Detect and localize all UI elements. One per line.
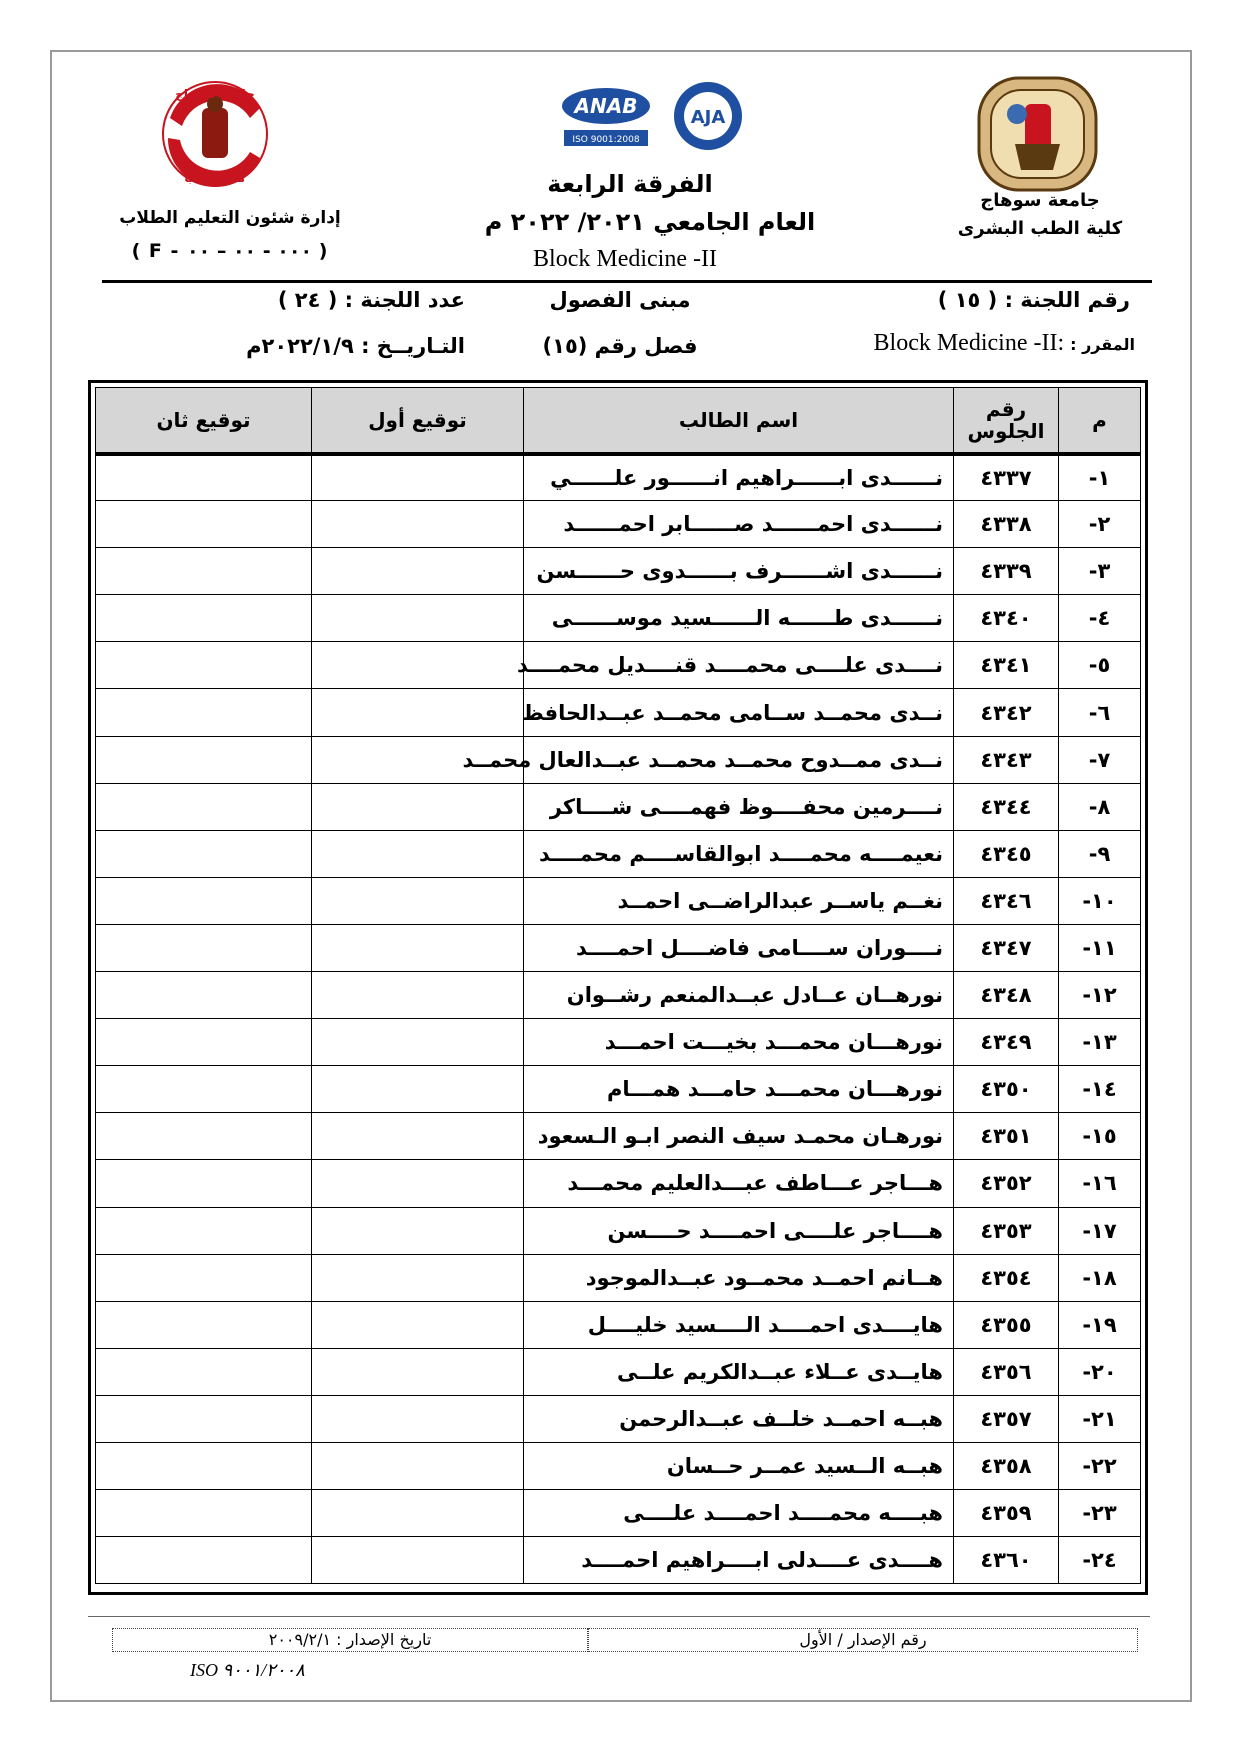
row-number: ٢- <box>1059 501 1141 548</box>
attendance-table <box>95 387 1141 1584</box>
second-signature-cell[interactable] <box>96 972 312 1019</box>
row-number: ١٨- <box>1059 1254 1141 1301</box>
student-name: نــــــدى احمــــــد صــــــابر احمــــــد <box>524 501 954 548</box>
row-number: ٨- <box>1059 783 1141 830</box>
table-row <box>96 1019 1141 1066</box>
second-signature-cell[interactable] <box>96 1113 312 1160</box>
student-name: نــــرمين محفــــوظ فهمــــى شــــاكر <box>524 783 954 830</box>
iso-standard: ISO ٩٠٠١/٢٠٠٨ <box>190 1660 305 1680</box>
issue-number: رقم الإصدار / الأول <box>588 1628 1138 1652</box>
student-name: هبــــه محمــــد احمــــد علــــى <box>524 1490 954 1537</box>
second-signature-cell[interactable] <box>96 501 312 548</box>
seat-number: ٤٣٤٣ <box>954 736 1059 783</box>
first-signature-cell[interactable] <box>312 1490 524 1537</box>
second-signature-cell[interactable] <box>96 1537 312 1584</box>
second-signature-cell[interactable] <box>96 830 312 877</box>
table-row <box>96 1301 1141 1348</box>
student-name: هــانم احمــد محمــود عبــدالموجود <box>524 1254 954 1301</box>
student-name: نــــدى علــــى محمــــد قنــــديل محمــــد <box>524 642 954 689</box>
row-number: ٩- <box>1059 830 1141 877</box>
footer-divider <box>88 1616 1150 1617</box>
student-name: هــــدى عــــدلى ابــــراهيم احمــــد <box>524 1537 954 1584</box>
table-row <box>96 924 1141 971</box>
seat-number: ٤٣٥٤ <box>954 1254 1059 1301</box>
student-name: نــــــدى طــــــه الــــــسيد موســــــى <box>524 595 954 642</box>
student-name: نــــــدى اشــــــرف بــــــدوى حــــــسن <box>524 548 954 595</box>
course-line <box>790 330 1135 357</box>
seat-number: ٤٣٤٢ <box>954 689 1059 736</box>
student-name: نــدى محمــد ســامى محمــد عبــدالحافظ <box>524 689 954 736</box>
table-row <box>96 1395 1141 1442</box>
second-signature-cell[interactable] <box>96 1066 312 1113</box>
header-student-name: اسم الطالب <box>524 388 954 454</box>
block-title: Block Medicine -II <box>533 246 717 272</box>
table-row <box>96 877 1141 924</box>
row-number: ١٦- <box>1059 1160 1141 1207</box>
first-signature-cell[interactable] <box>312 595 524 642</box>
table-row <box>96 548 1141 595</box>
first-signature-cell[interactable] <box>312 548 524 595</box>
anab-logo-text: ANAB <box>574 94 638 118</box>
second-signature-cell[interactable] <box>96 1019 312 1066</box>
row-number: ٤- <box>1059 595 1141 642</box>
seat-number: ٤٣٥٢ <box>954 1160 1059 1207</box>
student-name: هايــدى عــلاء عبــدالكريم علــى <box>524 1348 954 1395</box>
student-name: نورهـــان محمـــد حامـــد همـــام <box>524 1066 954 1113</box>
second-signature-cell[interactable] <box>96 1160 312 1207</box>
aja-logo-text: AJA <box>690 107 726 128</box>
table-row <box>96 1254 1141 1301</box>
seat-number: ٤٣٥٦ <box>954 1348 1059 1395</box>
row-number: ٢٤- <box>1059 1537 1141 1584</box>
row-number: ٥- <box>1059 642 1141 689</box>
seat-number: ٤٣٤٦ <box>954 877 1059 924</box>
seat-number: ٤٣٤٧ <box>954 924 1059 971</box>
issue-date: تاريخ الإصدار : ٢٠٠٩/٢/١ <box>112 1628 588 1652</box>
row-number: ٦- <box>1059 689 1141 736</box>
student-name: نعيمــــه محمــــد ابوالقاســــم محمــــد <box>524 830 954 877</box>
room-number: فصل رقم (١٥) <box>542 334 698 358</box>
student-name: نــــــدى ابــــــراهيم انــــــور علــــــي <box>524 454 954 501</box>
first-signature-cell[interactable] <box>312 1160 524 1207</box>
row-number: ٢١- <box>1059 1395 1141 1442</box>
student-name: نورهــان عــادل عبــدالمنعم رشــوان <box>524 972 954 1019</box>
table-row <box>96 595 1141 642</box>
seat-number: ٤٣٤٤ <box>954 783 1059 830</box>
seat-number: ٤٣٥٨ <box>954 1442 1059 1489</box>
second-signature-cell[interactable] <box>96 924 312 971</box>
student-name: هايــــدى احمــــد الــــسيد خليــــل <box>524 1301 954 1348</box>
table-row <box>96 830 1141 877</box>
row-number: ١٧- <box>1059 1207 1141 1254</box>
second-signature-cell[interactable] <box>96 642 312 689</box>
second-signature-cell[interactable] <box>96 1301 312 1348</box>
seat-number: ٤٣٥٠ <box>954 1066 1059 1113</box>
table-row <box>96 972 1141 1019</box>
second-signature-cell[interactable] <box>96 548 312 595</box>
exam-date: التـاريــخ : ٢٠٢٢/١/٩م <box>246 334 465 358</box>
row-number: ١٤- <box>1059 1066 1141 1113</box>
first-signature-cell[interactable] <box>312 454 524 501</box>
seat-number: ٤٣٤٠ <box>954 595 1059 642</box>
first-signature-cell[interactable] <box>312 924 524 971</box>
seat-number: ٤٣٥٥ <box>954 1301 1059 1348</box>
first-signature-cell[interactable] <box>312 1395 524 1442</box>
first-signature-cell[interactable] <box>312 689 524 736</box>
seat-number: ٤٣٣٨ <box>954 501 1059 548</box>
university-name: جامعة سوهاج <box>980 190 1100 211</box>
row-number: ٢٣- <box>1059 1490 1141 1537</box>
header-divider <box>102 280 1152 283</box>
seat-number: ٤٣٣٩ <box>954 548 1059 595</box>
seat-number: ٤٣٤١ <box>954 642 1059 689</box>
first-signature-cell[interactable] <box>312 830 524 877</box>
committee-number: رقم اللجنة : ( ١٥ ) <box>937 288 1130 312</box>
year-level: الفرقة الرابعة <box>547 170 713 198</box>
second-signature-cell[interactable] <box>96 1348 312 1395</box>
student-name: هبــه احمــد خلــف عبــدالرحمن <box>524 1395 954 1442</box>
table-row <box>96 1113 1141 1160</box>
second-signature-cell[interactable] <box>96 783 312 830</box>
course-value: Block Medicine -II: <box>873 330 1065 356</box>
first-signature-cell[interactable] <box>312 1442 524 1489</box>
student-name: نــدى ممــدوح محمــد محمــد عبــدالعال محمــد <box>524 736 954 783</box>
first-signature-cell[interactable] <box>312 783 524 830</box>
second-signature-cell[interactable] <box>96 1490 312 1537</box>
first-signature-cell[interactable] <box>312 1348 524 1395</box>
first-signature-cell[interactable] <box>312 1019 524 1066</box>
second-signature-cell[interactable] <box>96 736 312 783</box>
student-name: نورهـان محمـد سيف النصر ابـو الـسعود <box>524 1113 954 1160</box>
table-header-row <box>96 388 1141 454</box>
second-signature-cell[interactable] <box>96 1395 312 1442</box>
table-row <box>96 1160 1141 1207</box>
first-signature-cell[interactable] <box>312 501 524 548</box>
attendance-table-frame <box>88 380 1148 1595</box>
header-second-signature: توقيع ثان <box>96 388 312 454</box>
second-signature-cell[interactable] <box>96 1207 312 1254</box>
table-row <box>96 783 1141 830</box>
second-signature-cell[interactable] <box>96 877 312 924</box>
table-row <box>96 454 1141 501</box>
row-number: ١٩- <box>1059 1301 1141 1348</box>
logo-left-bottom-text: كلية الطب <box>184 171 246 185</box>
accreditation-logos <box>558 80 758 156</box>
table-row <box>96 736 1141 783</box>
department-title: إدارة شئون التعليم الطلاب <box>119 208 341 228</box>
second-signature-cell[interactable] <box>96 1442 312 1489</box>
first-signature-cell[interactable] <box>312 1207 524 1254</box>
committee-count: عدد اللجنة : ( ٢٤ ) <box>277 288 465 312</box>
second-signature-cell[interactable] <box>96 689 312 736</box>
second-signature-cell[interactable] <box>96 454 312 501</box>
building-name: مبنى الفصول <box>549 288 691 312</box>
seat-number: ٤٣٣٧ <box>954 454 1059 501</box>
table-row <box>96 689 1141 736</box>
row-number: ١٠- <box>1059 877 1141 924</box>
academic-year: العام الجامعي ٢٠٢١/ ٢٠٢٢ م <box>484 208 816 236</box>
first-signature-cell[interactable] <box>312 1113 524 1160</box>
seat-number: ٤٣٦٠ <box>954 1537 1059 1584</box>
row-number: ٧- <box>1059 736 1141 783</box>
student-name: نغــم ياســر عبدالراضــى احمــد <box>524 877 954 924</box>
row-number: ١٣- <box>1059 1019 1141 1066</box>
table-row <box>96 501 1141 548</box>
second-signature-cell[interactable] <box>96 1254 312 1301</box>
iso-cert-text: ISO 9001:2008 <box>572 135 640 145</box>
form-code: ( F - ٠٠٠ - ٠٠ – ٠٠ ) <box>131 240 329 262</box>
student-name: نورهـــان محمـــد بخيـــت احمـــد <box>524 1019 954 1066</box>
first-signature-cell[interactable] <box>312 642 524 689</box>
row-number: ١١- <box>1059 924 1141 971</box>
seat-number: ٤٣٤٩ <box>954 1019 1059 1066</box>
student-name: هـــاجر عـــاطف عبـــدالعليم محمـــد <box>524 1160 954 1207</box>
first-signature-cell[interactable] <box>312 1254 524 1301</box>
header-seat-number: رقم الجلوس <box>954 388 1059 454</box>
student-name: هــــاجر علــــى احمــــد حــــسن <box>524 1207 954 1254</box>
seat-number: ٤٣٥٧ <box>954 1395 1059 1442</box>
faculty-medicine-logo <box>110 78 320 190</box>
faculty-name: كلية الطب البشرى <box>957 218 1123 239</box>
seat-number: ٤٣٤٥ <box>954 830 1059 877</box>
table-row <box>96 1207 1141 1254</box>
seat-number: ٤٣٥٩ <box>954 1490 1059 1537</box>
header-first-signature: توقيع أول <box>312 388 524 454</box>
first-signature-cell[interactable] <box>312 1537 524 1584</box>
student-name: هبــه الــسيد عمــر حــسان <box>524 1442 954 1489</box>
table-row <box>96 1442 1141 1489</box>
first-signature-cell[interactable] <box>312 1066 524 1113</box>
first-signature-cell[interactable] <box>312 877 524 924</box>
logo-left-top-text: جامعة سوهاج <box>175 87 255 101</box>
table-row <box>96 642 1141 689</box>
first-signature-cell[interactable] <box>312 972 524 1019</box>
seat-number: ٤٣٥١ <box>954 1113 1059 1160</box>
row-number: ٢٢- <box>1059 1442 1141 1489</box>
row-number: ٢٠- <box>1059 1348 1141 1395</box>
first-signature-cell[interactable] <box>312 1301 524 1348</box>
seat-number: ٤٣٥٣ <box>954 1207 1059 1254</box>
row-number: ١٢- <box>1059 972 1141 1019</box>
table-row <box>96 1066 1141 1113</box>
header-no: م <box>1059 388 1141 454</box>
table-body <box>96 454 1141 1584</box>
row-number: ٣- <box>1059 548 1141 595</box>
course-label: المقرر : <box>1070 335 1135 354</box>
student-name: نــــوران ســــامى فاضــــل احمــــد <box>524 924 954 971</box>
table-row <box>96 1537 1141 1584</box>
second-signature-cell[interactable] <box>96 595 312 642</box>
table-row <box>96 1490 1141 1537</box>
row-number: ١٥- <box>1059 1113 1141 1160</box>
sohag-university-seal <box>975 74 1100 194</box>
seat-number: ٤٣٤٨ <box>954 972 1059 1019</box>
row-number: ١- <box>1059 454 1141 501</box>
table-row <box>96 1348 1141 1395</box>
